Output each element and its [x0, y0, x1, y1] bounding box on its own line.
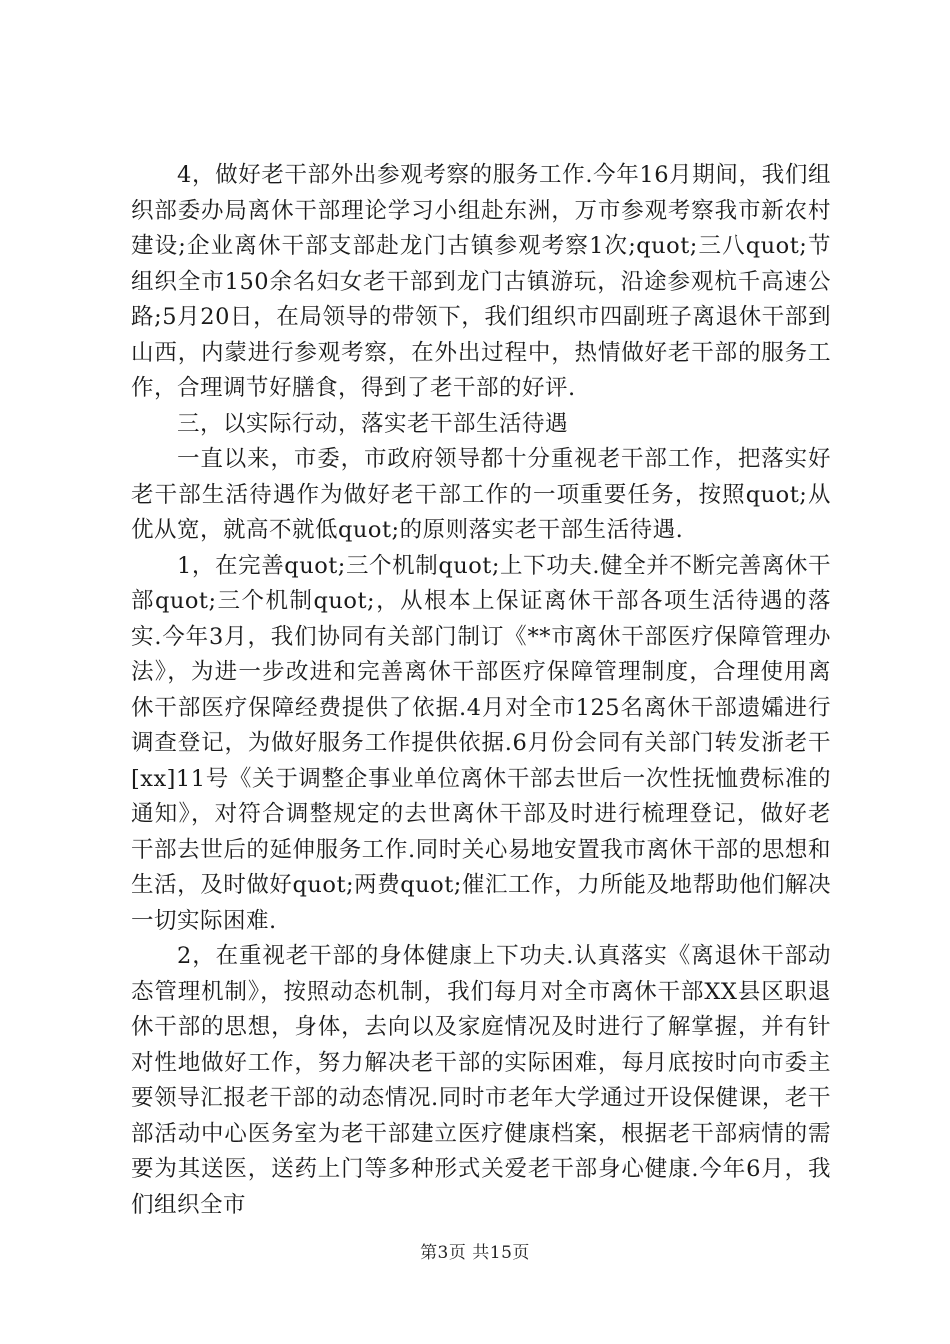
paragraph-three-mechanisms: 1，在完善quot;三个机制quot;上下功夫.健全并不断完善离休干部quot;三个机制quot;，从根本上保证离休干部各项生活待遇的落实.今年3月，我们协同有关部门制订《**市离休干部医疗保障管理办法》，为进一步改进和完善离休干部医疗保障管理制度，合理使用离休干部医疗保障经费提供了依据.4月对全市125名离休干部遗孀进行调查登记，为做好服务工作提供依据.6月份会同有关部门转发浙老干[xx]11号《关于调整企事业单位离休干部去世后一次性抚恤费标准的通知》，对符合调整规定的去世离休干部及时进行梳理登记，做好老干部去世后的延伸服务工作.同时关心易地安置我市离休干部的思想和生活，及时做好quot;两费quot;催汇工作，力所能及地帮助他们解决一切实际困难.	[131, 552, 831, 934]
section-heading-living-benefits: 三，以实际行动，落实老干部生活待遇	[177, 410, 569, 437]
document-body	[131, 158, 831, 1223]
paragraph-health-care: 2，在重视老干部的身体健康上下功夫.认真落实《离退休干部动态管理机制》，按照动态机制，我们每月对全市离休干部XX县区职退休干部的思想，身体，去向以及家庭情况及时进行了解掌握，并有针对性地做好工作，努力解决老干部的实际困难，每月底按时向市委主要领导汇报老干部的动态情况.同时市老年大学通过开设保健课，老干部活动中心医务室为老干部建立医疗健康档案，根据老干部病情的需要为其送医，送药上门等多种形式关爱老干部身心健康.今年6月，我们组织全市	[131, 943, 831, 1218]
paragraph-leadership-attention: 一直以来，市委，市政府领导都十分重视老干部工作，把落实好老干部生活待遇作为做好老干部工作的一项重要任务，按照quot;从优从宽，就高不就低quot;的原则落实老干部生活待遇.	[131, 446, 831, 543]
paragraph-outing-service: 4，做好老干部外出参观考察的服务工作.今年16月期间，我们组织部委办局离休干部理论学习小组赴东洲，万市参观考察我市新农村建设;企业离休干部支部赴龙门古镇参观考察1次;quot;三八quot;节组织全市150余名妇女老干部到龙门古镇游玩，沿途参观杭千高速公路;5月20日，在局领导的带领下，我们组织市四副班子离退休干部到山西，内蒙进行参观考察，在外出过程中，热情做好老干部的服务工作，合理调节好膳食，得到了老干部的好评.	[131, 162, 831, 401]
page-number-footer: 第3页 共15页	[420, 1243, 530, 1263]
